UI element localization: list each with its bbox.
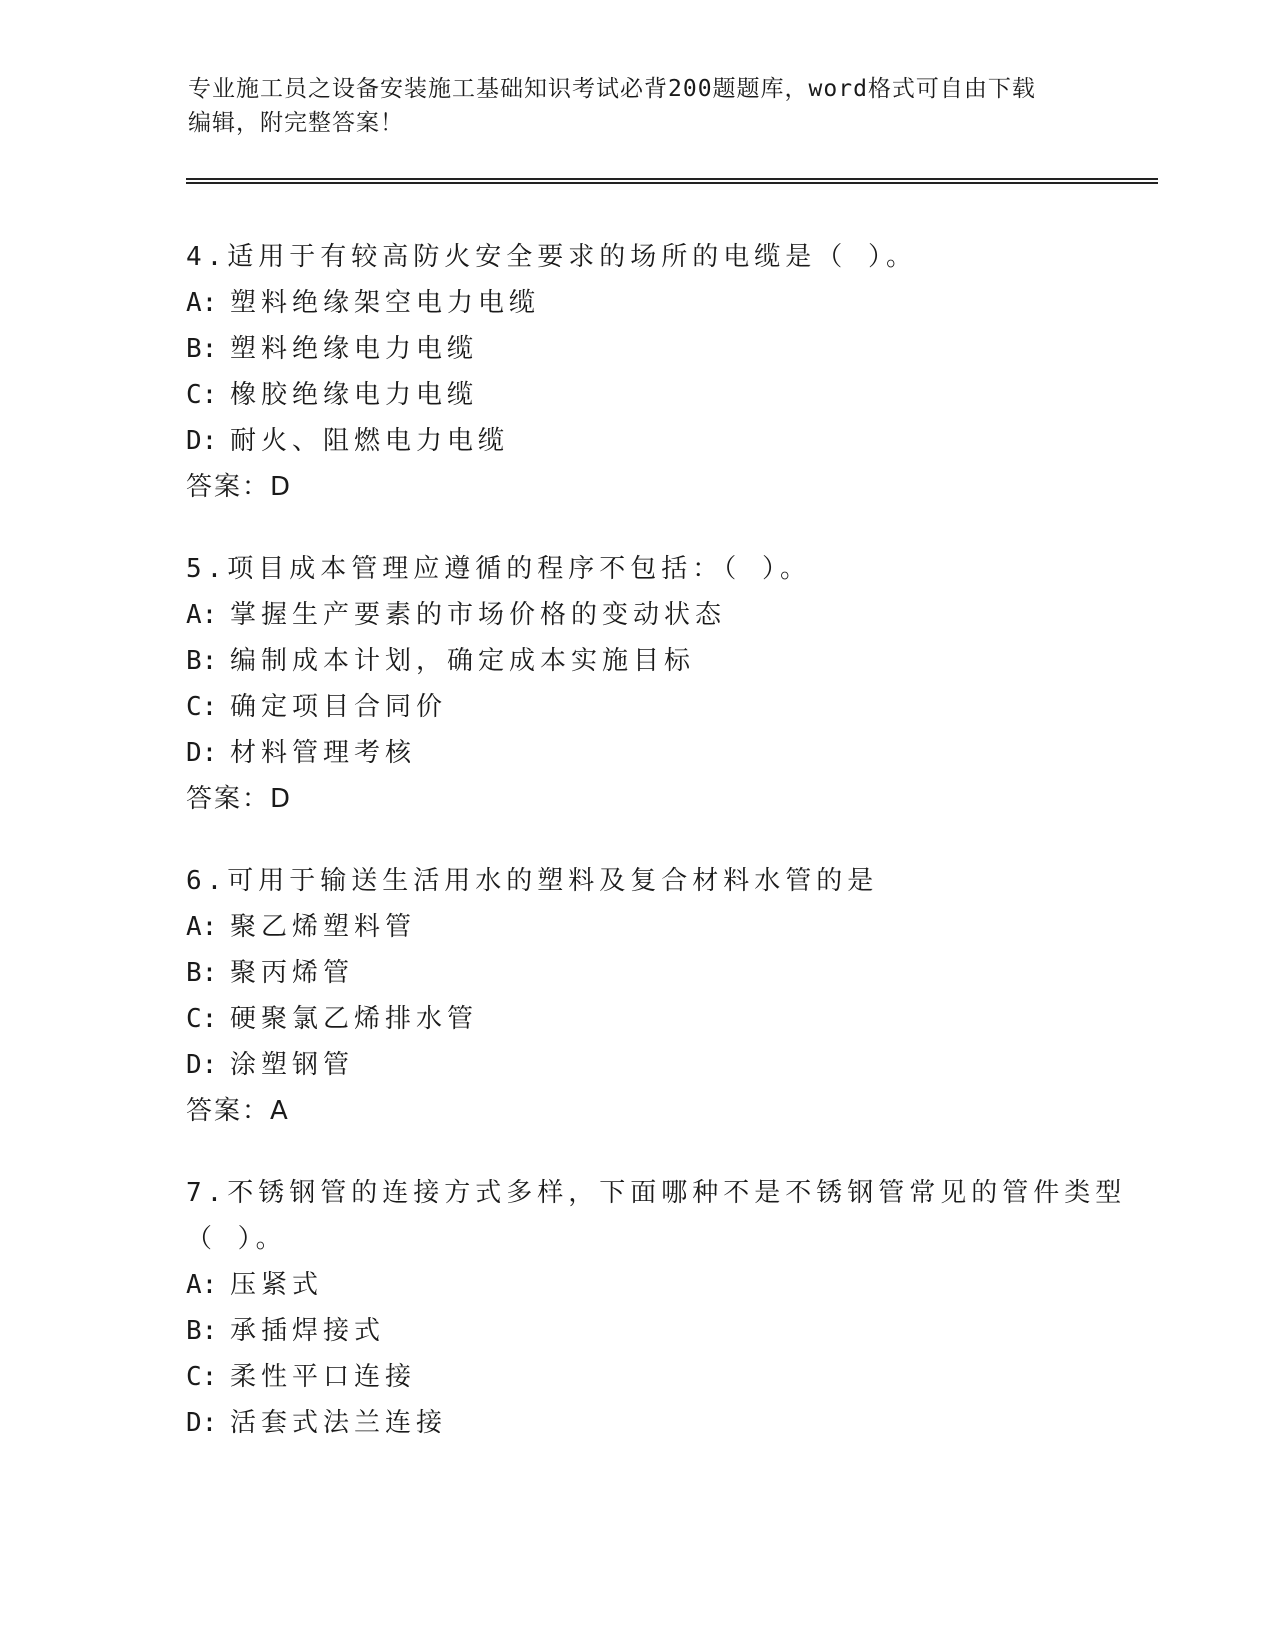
option-key: A: <box>186 600 218 630</box>
question-text: 7.不锈钢管的连接方式多样，下面哪种不是不锈钢管常见的管件类型 <box>186 1178 1127 1208</box>
option-c <box>186 684 1176 730</box>
option-c <box>186 372 1176 418</box>
option-text: 压紧式 <box>230 1270 324 1300</box>
option-text: 确定项目合同价 <box>230 692 448 722</box>
option-text: 耐火、阻燃电力电缆 <box>230 426 510 456</box>
option-b <box>186 638 1176 684</box>
option-c <box>186 996 1176 1042</box>
option-a <box>186 1262 1176 1308</box>
option-key: C: <box>186 380 218 410</box>
header-line-2: 编辑，附完整答案！ <box>188 110 404 136</box>
answer-value: A <box>270 1096 288 1126</box>
option-text: 材料管理考核 <box>230 738 417 768</box>
answer-line <box>186 776 1176 822</box>
option-a <box>186 592 1176 638</box>
option-key: A: <box>186 288 218 318</box>
option-text: 塑料绝缘电力电缆 <box>230 334 479 364</box>
answer-line <box>186 464 1176 510</box>
option-key: A: <box>186 912 218 942</box>
option-a <box>186 904 1176 950</box>
question-text: 6.可用于输送生活用水的塑料及复合材料水管的是 <box>186 866 879 896</box>
answer-label: 答案： <box>186 1096 271 1126</box>
option-text: 硬聚氯乙烯排水管 <box>230 1004 479 1034</box>
option-text: 掌握生产要素的市场价格的变动状态 <box>230 600 727 630</box>
question-text: 5.项目成本管理应遵循的程序不包括：（ ）。 <box>186 554 811 584</box>
option-d <box>186 730 1176 776</box>
question-7 <box>186 1170 1176 1446</box>
question-4 <box>186 234 1176 510</box>
option-b <box>186 326 1176 372</box>
answer-value: D <box>270 784 291 814</box>
option-key: A: <box>186 1270 218 1300</box>
option-key: B: <box>186 646 218 676</box>
option-key: C: <box>186 692 218 722</box>
option-key: B: <box>186 334 218 364</box>
question-5 <box>186 546 1176 822</box>
option-key: D: <box>186 1050 218 1080</box>
option-key: B: <box>186 958 218 988</box>
option-key: C: <box>186 1004 218 1034</box>
option-key: D: <box>186 738 218 768</box>
option-b <box>186 1308 1176 1354</box>
option-text: 橡胶绝缘电力电缆 <box>230 380 479 410</box>
answer-label: 答案： <box>186 784 271 814</box>
header-divider-top <box>186 178 1158 180</box>
option-b <box>186 950 1176 996</box>
option-text: 涂塑钢管 <box>230 1050 355 1080</box>
answer-line <box>186 1088 1176 1134</box>
question-text-continued: （ ）。 <box>186 1224 287 1254</box>
option-key: D: <box>186 426 218 456</box>
question-6 <box>186 858 1176 1134</box>
option-text: 活套式法兰连接 <box>230 1408 448 1438</box>
option-text: 聚丙烯管 <box>230 958 355 988</box>
header-divider-bottom <box>186 182 1158 184</box>
option-key: C: <box>186 1362 218 1392</box>
option-d <box>186 1042 1176 1088</box>
option-text: 编制成本计划，确定成本实施目标 <box>230 646 696 676</box>
option-text: 聚乙烯塑料管 <box>230 912 417 942</box>
option-d <box>186 418 1176 464</box>
answer-label: 答案： <box>186 472 271 502</box>
answer-value: D <box>270 472 291 502</box>
option-text: 塑料绝缘架空电力电缆 <box>230 288 541 318</box>
question-text: 4.适用于有较高防火安全要求的场所的电缆是（ ）。 <box>186 242 917 272</box>
header-line-1: 专业施工员之设备安装施工基础知识考试必背200题题库，word格式可自由下载 <box>188 76 1036 102</box>
option-key: D: <box>186 1408 218 1438</box>
document-header <box>188 72 1088 140</box>
option-a <box>186 280 1176 326</box>
option-key: B: <box>186 1316 218 1346</box>
option-text: 柔性平口连接 <box>230 1362 417 1392</box>
option-d <box>186 1400 1176 1446</box>
option-text: 承插焊接式 <box>230 1316 386 1346</box>
question-list <box>186 234 1176 1482</box>
option-c <box>186 1354 1176 1400</box>
